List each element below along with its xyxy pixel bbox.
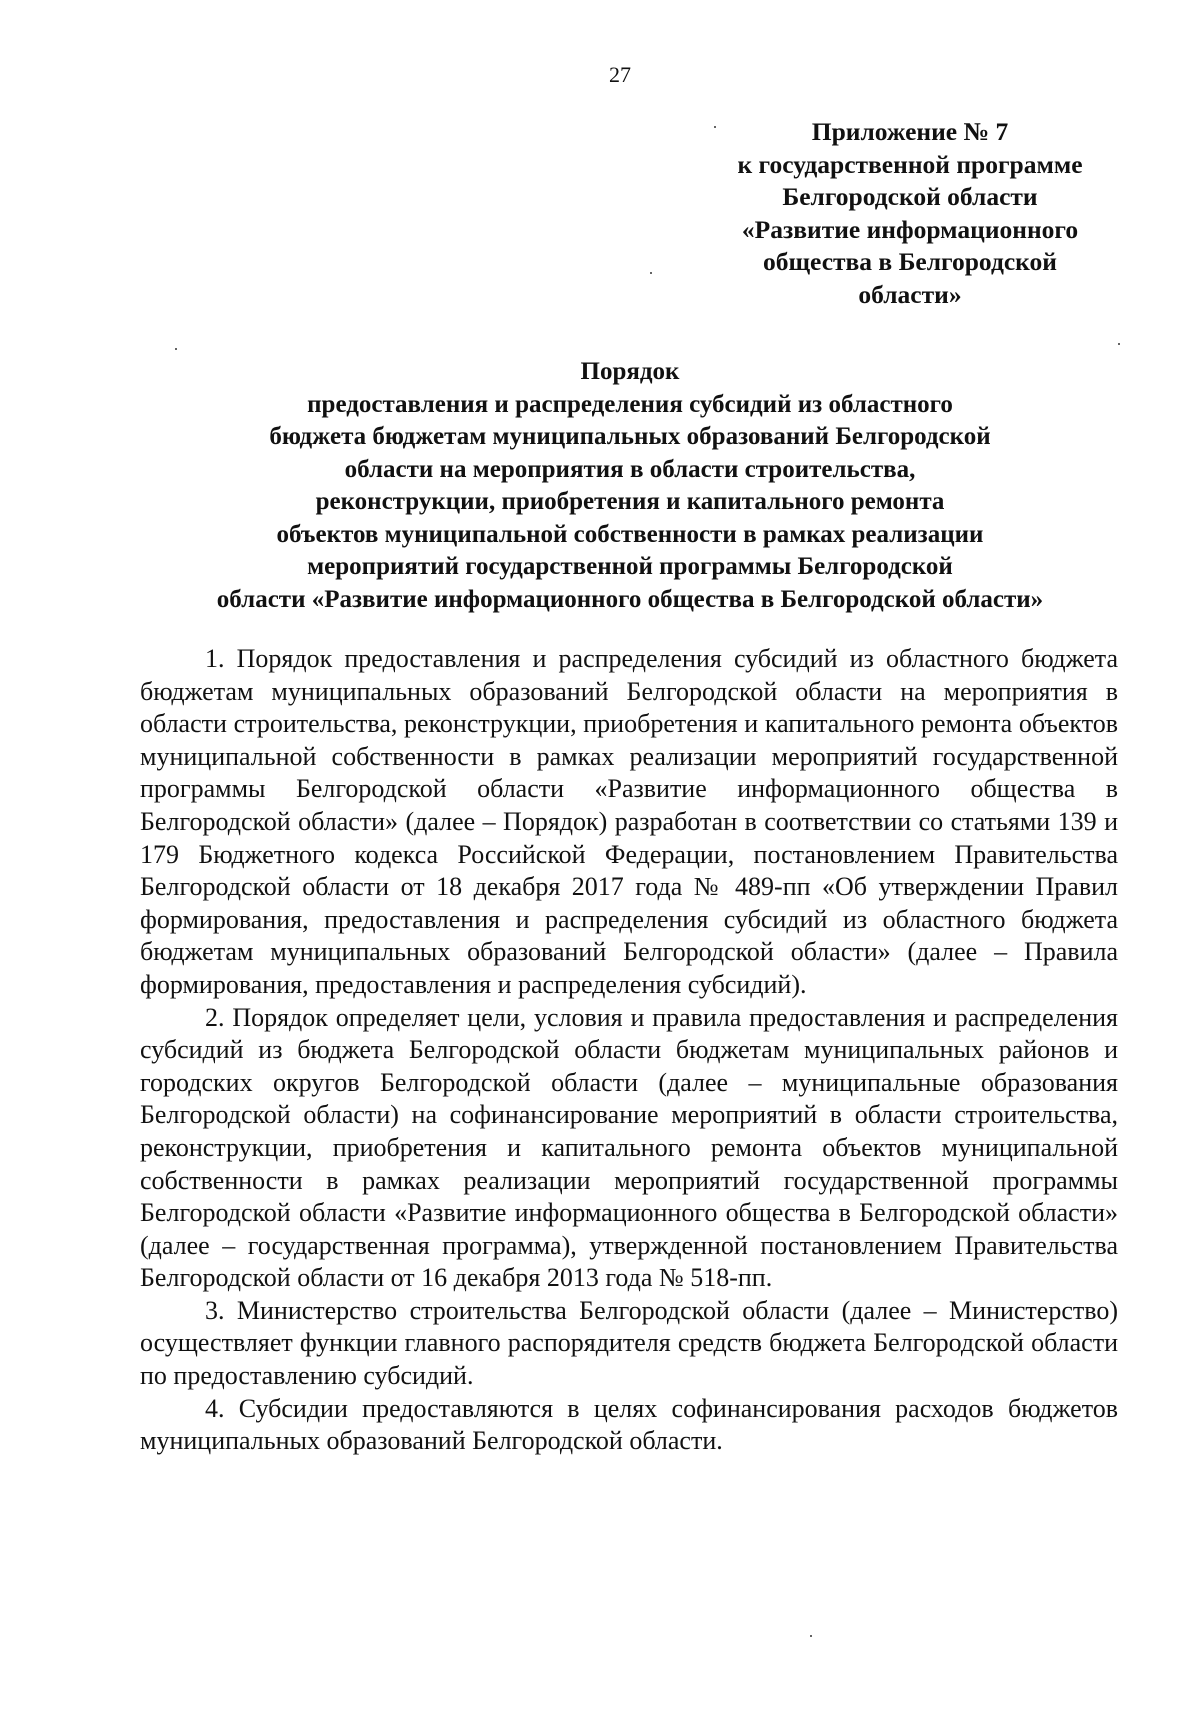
paragraph-3: 3. Министерство строительства Белгородской области (далее – Министерство) осуществляет функции главного распорядителя средств бюджета Белгородской области по предоставлению субсидий. [140,1295,1118,1391]
appendix-line: общества в Белгородской [763,247,1057,276]
title-line: мероприятий государственной программы Белгородской [307,553,953,580]
document-title [140,356,1120,616]
title-line: области «Развитие информационного общества в Белгородской области» [216,585,1044,613]
appendix-line: Белгородской области [782,182,1038,211]
title-line: Порядок [580,358,680,385]
scan-speck [810,1635,812,1637]
scan-speck [1118,343,1120,345]
paragraph-4: 4. Субсидии предоставляются в целях софинансирования расходов бюджетов муниципальных образований Белгородской области. [140,1393,1118,1456]
appendix-line: Приложение № 7 [811,117,1009,146]
appendix-line: «Развитие информационного [741,214,1079,244]
title-line: предоставления и распределения субсидий из областного [307,390,953,418]
title-line: реконструкции, приобретения и капитального ремонта [315,488,945,515]
page-number: 27 [609,62,631,87]
paragraph-1: 1. Порядок предоставления и распределения субсидий из областного бюджета бюджетам муниципальных образований Белгородской области на мероприятия в области строительства, реконструкции, приобретения и капитального ремонта объектов муниципальной собственности в рамках реализации мероприятий государственной программы Белгородской области «Развитие информационного общества в Белгородской области» (далее – Порядок) разработан в соответствии со статьями 139 и 179 Бюджетного кодекса Российской Федерации, постановлением Правительства Белгородской области от 18 декабря 2017 года № 489-пп «Об утверждении Правил формирования, предоставления и распределения субсидий из областного бюджета бюджетам муниципальных образований Белгородской области» (далее – Правила формирования, предоставления и распределения субсидий). [140,644,1118,999]
paragraph-2: 2. Порядок определяет цели, условия и правила предоставления и распределения субсидий из бюджета Белгородской области бюджетам муниципальных районов и городских округов Белгородской области (далее – муниципальные образования Белгородской области) на софинансирование мероприятий в области строительства, реконструкции, приобретения и капитального ремонта объектов муниципальной собственности в рамках реализации мероприятий государственной программы Белгородской области «Развитие информационного общества в Белгородской области» (далее – государственная программа), утвержденной постановлением Правительства Белгородской области от 16 декабря 2013 года № 518-пп. [140,1002,1118,1293]
appendix-header [700,116,1120,311]
appendix-line: к государственной программе [737,149,1083,179]
appendix-line: области» [858,279,962,309]
title-line: бюджета бюджетам муниципальных образований Белгородской [269,423,991,450]
scan-speck [714,126,716,128]
scan-speck [175,348,177,350]
scan-speck [650,272,652,274]
title-line: объектов муниципальной собственности в рамках реализации [276,520,984,548]
document-body [140,643,1118,1458]
title-line: области на мероприятия в области строительства, [344,455,916,483]
